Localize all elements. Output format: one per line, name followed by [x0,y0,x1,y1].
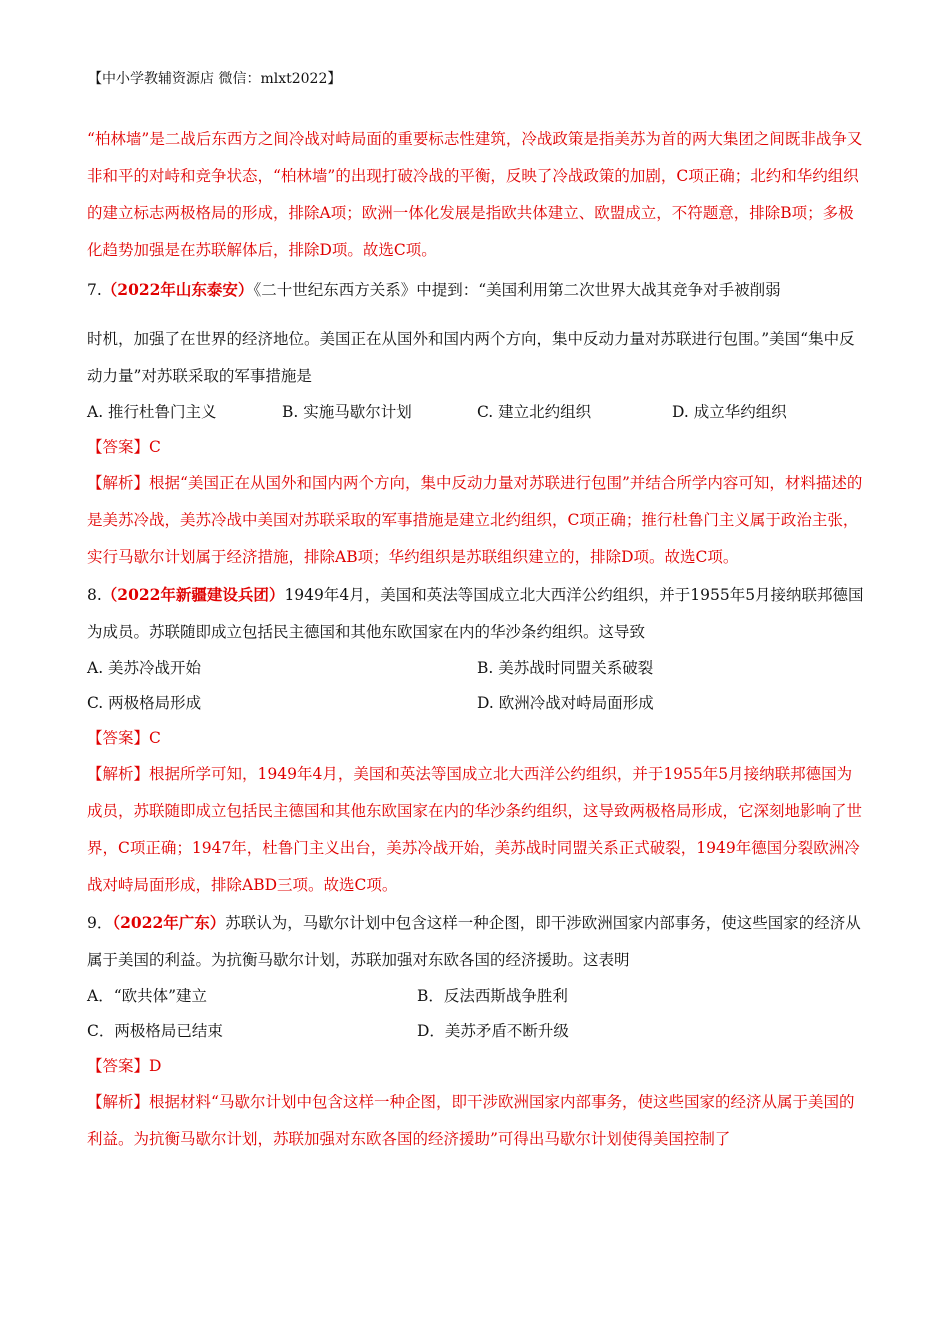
analysis-label: 【解析】 [87,474,150,492]
option-a: A. 美苏冷战开始 [87,659,202,677]
analysis-text: 根据材料“马歇尔计划中包含这样一种企图，即干涉欧洲国家内部事务，使这些国家的经济从属于美国的利益。为抗衡马歇尔计划，苏联加强对东欧各国的经济援助”可得出马歇尔计划使得美国控制了 [87,1093,855,1148]
question-9-answer [87,1049,867,1084]
question-source: （2022年山东泰安） [101,280,254,299]
option-a: A．“欧共体”建立 [87,987,208,1005]
option-b: B. 美苏战时同盟关系破裂 [477,659,654,677]
option-d: D. 成立华约组织 [672,403,787,421]
question-9-analysis [87,1084,867,1158]
option-c: C. 建立北约组织 [477,403,592,421]
option-d: D．美苏矛盾不断升级 [417,1022,569,1040]
question-8-options-row1 [87,651,867,686]
answer-value: C [149,438,161,456]
question-7-answer [87,430,867,465]
question-stem: 1949年4月，美国和英法等国成立北大西洋公约组织，并于1955年5月接纳联邦德国为成员。苏联随即成立包括民主德国和其他东欧国家在内的华沙条约组织。这导致 [87,586,864,641]
analysis-text: 根据“美国正在从国外和国内两个方向，集中反动力量对苏联进行包围”并结合所学内容可知，材料描述的是美苏冷战，美苏冷战中美国对苏联采取的军事措施是建立北约组织，C项正确；推行杜鲁门主义属于政治主张，实行马歇尔计划属于经济措施，排除AB项；华约组织是苏联组织建立的，排除D项。故选C项。 [87,474,863,566]
question-8-options-row2 [87,686,867,721]
analysis-text: 根据所学可知，1949年4月，美国和英法等国成立北大西洋公约组织，并于1955年5月接纳联邦德国为成员，苏联随即成立包括民主德国和其他东欧国家在内的华沙条约组织，这导致两极格局形成，它深刻地影响了世界，C项正确；1947年，杜鲁门主义出台，美苏冷战开始，美苏战时同盟关系正式破裂，1949年德国分裂欧洲冷战对峙局面形成，排除ABD三项。故选C项。 [87,765,863,894]
page-header: 【中小学教辅资源店 微信：mlxt2022】 [88,71,342,87]
question-7-analysis [87,465,867,576]
question-source: （2022年广东） [112,913,226,932]
option-a: A. 推行杜鲁门主义 [87,403,217,421]
question-7-stem-line1 [87,271,867,309]
previous-explanation: “柏林墙”是二战后东西方之间冷战对峙局面的重要标志性建筑，冷战政策是指美苏为首的两大集团之间既非战争又非和平的对峙和竞争状态，“柏林墙”的出现打破冷战的平衡，反映了冷战政策的加剧，C项正确；北约和华约组织的建立标志两极格局的形成，排除A项；欧洲一体化发展是指欧共体建立、欧盟成立，不符题意，排除B项；多极化趋势加强是在苏联解体后，排除D项。故选C项。 [87,130,863,259]
analysis-label: 【解析】 [87,1093,150,1111]
answer-label: 【答案】 [87,1057,150,1075]
question-source: （2022年新疆建设兵团） [101,585,285,604]
question-stem: 《二十世纪东西方关系》中提到：“美国利用第二次世界大战其竞争对手被削弱 [253,281,781,299]
analysis-label: 【解析】 [87,765,150,783]
question-number: 9． [87,914,113,932]
question-7-stem-rest: 时机，加强了在世界的经济地位。美国正在从国外和国内两个方向，集中反动力量对苏联进行包围。”美国“集中反动力量”对苏联采取的军事措施是 [87,330,855,385]
question-9-options-row2 [87,1014,867,1049]
option-c: C．两极格局已结束 [87,1022,223,1040]
answer-label: 【答案】 [87,438,150,456]
answer-value: C [149,729,161,747]
option-b: B. 实施马歇尔计划 [282,403,412,421]
page-content [87,121,867,1158]
question-number: 7. [87,281,102,299]
option-b: B．反法西斯战争胜利 [417,987,568,1005]
question-8-answer [87,721,867,756]
question-number: 8. [87,586,102,604]
option-d: D. 欧洲冷战对峙局面形成 [477,694,654,712]
question-7 [87,271,867,395]
question-9-options-row1 [87,979,867,1014]
question-9 [87,904,867,979]
question-7-options [87,395,867,430]
option-c: C. 两极格局形成 [87,694,202,712]
answer-label: 【答案】 [87,729,150,747]
question-8 [87,576,867,651]
question-8-analysis [87,756,867,904]
question-stem: 苏联认为，马歇尔计划中包含这样一种企图，即干涉欧洲国家内部事务，使这些国家的经济从属于美国的利益。为抗衡马歇尔计划，苏联加强对东欧各国的经济援助。这表明 [87,914,861,969]
answer-value: D [149,1057,162,1075]
